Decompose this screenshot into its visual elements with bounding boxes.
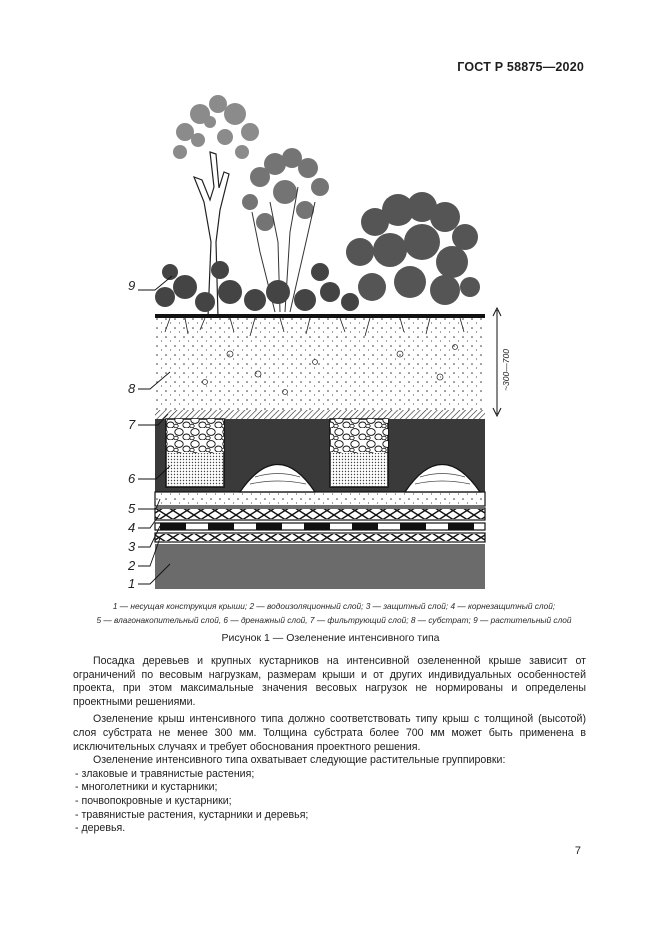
list-item: - почвопокровные и кустарники; — [75, 794, 232, 807]
plant-groups-list — [73, 768, 586, 836]
protective-layer — [155, 523, 485, 530]
moisture-layer — [155, 492, 485, 506]
svg-text:~300—700: ~300—700 — [501, 349, 511, 391]
list-item: - многолетники и кустарники; — [75, 781, 218, 794]
legend-line-2: 5 — влагонакопительный слой, 6 — дренажный слой, 7 — фильтрующий слой; 8 — субстрат; 9 — растительный слой — [96, 614, 572, 625]
list-item: - злаковые и травянистые растения; — [75, 767, 255, 780]
legend-line-1: 1 — несущая конструкция крыши; 2 — водоизоляционный слой; 3 — защитный слой; 4 — корнезащитный слой; — [112, 601, 556, 611]
structural-slab — [155, 544, 485, 589]
vegetation-layer — [155, 95, 485, 336]
list-item: - травянистые растения, кустарники и деревья; — [75, 808, 309, 821]
label-2: 2 — [128, 558, 136, 573]
paragraph-3: Озеленение интенсивного типа охватывает следующие растительные группировки: — [93, 754, 506, 767]
figure-caption: Рисунок 1 — Озеленение интенсивного типа — [221, 632, 440, 644]
standard-code: ГОСТ Р 58875—2020 — [457, 60, 584, 74]
label-5: 5 — [128, 501, 136, 516]
paragraph-1: Посадка деревьев и крупных кустарников на интенсивной озелененной крыше зависит от ограничений по весовым нагрузкам, размерам крыши и от других индивидуальных особенностей проекта, при этом максимальные значения весовых нагрузок не нормированы и определены проектными решениями. — [73, 655, 586, 708]
filter-layer — [155, 410, 485, 419]
label-7: 7 — [128, 417, 136, 432]
paragraph-2: Озеленение крыш интенсивного типа должно соответствовать типу крыш с толщиной (высотой) слоя субстрата не менее 300 мм. Толщина субстрата более 700 мм может быть применена в исключительных случаях и требует обоснования проектного решения. — [73, 713, 586, 753]
roof-section-drawing — [110, 92, 520, 612]
label-1: 1 — [128, 576, 136, 591]
body-text — [73, 655, 586, 836]
label-4: 4 — [128, 520, 136, 535]
roof-layers-figure — [110, 92, 520, 612]
page-number: 7 — [574, 845, 581, 857]
thickness-dimension — [493, 308, 511, 416]
label-8: 8 — [128, 381, 136, 396]
list-item: - деревья. — [75, 822, 126, 835]
label-6: 6 — [128, 471, 136, 486]
figure-legend — [74, 600, 594, 627]
label-9: 9 — [128, 278, 136, 293]
drainage-layer — [155, 419, 485, 492]
substrate-layer — [155, 318, 485, 410]
label-3: 3 — [128, 539, 136, 554]
